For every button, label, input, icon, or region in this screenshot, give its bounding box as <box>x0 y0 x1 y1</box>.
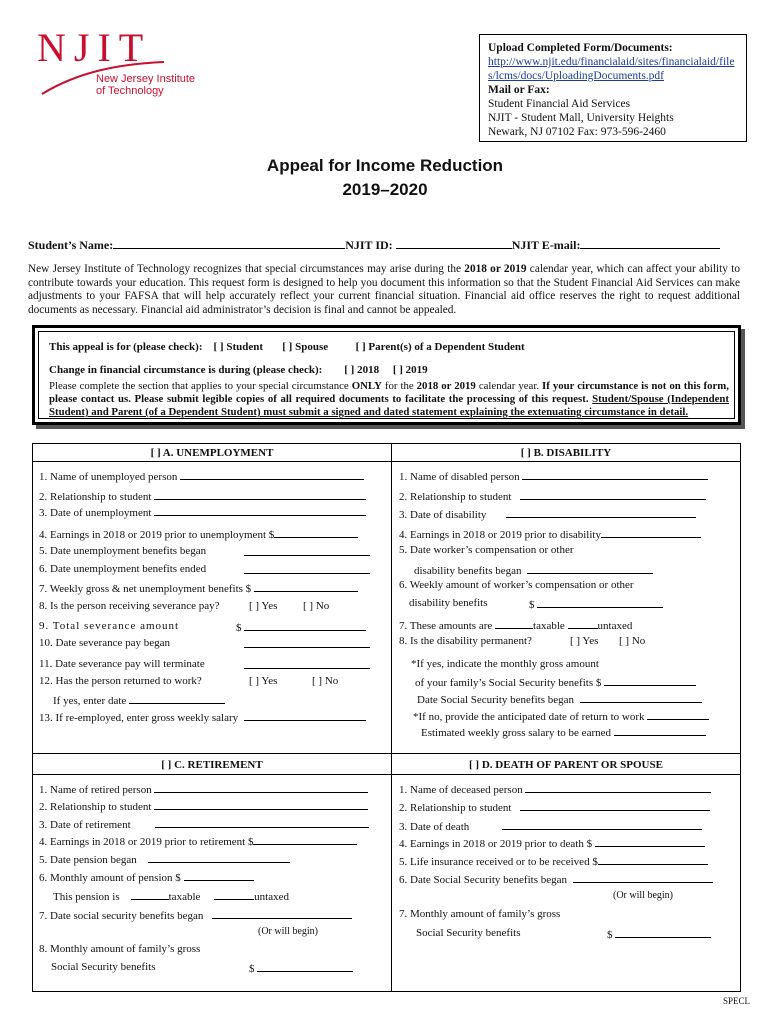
title-year: 2019–2020 <box>342 180 428 199</box>
b-row-9 <box>411 658 599 670</box>
logo-line-2: of Technology <box>96 85 164 97</box>
b-field-6[interactable] <box>537 597 663 608</box>
c-label-11: Social Security benefits <box>51 961 156 973</box>
a-severance-yes[interactable]: [ ] Yes <box>249 600 278 612</box>
njit-email-label: NJIT E-mail: <box>511 238 581 252</box>
d-row-2 <box>399 800 710 814</box>
mail-heading: Mail or Fax: <box>488 84 550 96</box>
c-field-1[interactable] <box>154 782 368 793</box>
student-name-label: Student’s Name: <box>28 238 114 252</box>
a-returned-yes[interactable]: [ ] Yes <box>249 675 278 687</box>
logo-line-1: New Jersey Institute <box>96 73 196 85</box>
instr-only: ONLY <box>351 380 382 392</box>
c-taxable-label: taxable <box>168 891 201 903</box>
a-label-8: 8. Is the person receiving severance pay? <box>39 600 220 612</box>
b-label-1: 1. Name of disabled person <box>399 471 520 483</box>
d-field-9[interactable] <box>615 927 711 938</box>
a-label-4: 4. Earnings in 2018 or 2019 prior to unemployment $ <box>39 529 275 541</box>
b-field-3[interactable] <box>506 507 696 518</box>
b-field-11[interactable] <box>580 692 702 703</box>
a-severance-no[interactable]: [ ] No <box>303 600 330 612</box>
instr-text-3: calendar year. <box>475 380 543 392</box>
c-field-8[interactable] <box>212 908 352 919</box>
d-label-4: 4. Earnings in 2018 or 2019 prior to death $ <box>399 838 593 850</box>
a-field-4[interactable] <box>274 527 358 538</box>
a-row-12b <box>53 693 225 707</box>
instr-underlined: Student/Spouse (Independent Student) and Parent (of a Dependent Student) must submit a signed and dated statement explaining the extenuating circumstance in detail. <box>49 393 729 418</box>
b-field-13[interactable] <box>614 725 706 736</box>
a-field-12b[interactable] <box>129 693 225 704</box>
b-row-6 <box>399 579 634 591</box>
a-label-3: 3. Date of unemployment <box>39 507 152 519</box>
instr-bold: If your circumstance is not on this form, please contact us. Please submit legible copies of all required documents to facilitate the processing of this request. <box>49 380 730 405</box>
a-field-2[interactable] <box>154 489 366 500</box>
c-row-4 <box>39 834 357 848</box>
b-row-6b <box>409 597 488 609</box>
instr-years: 2018 or 2019 <box>416 380 476 392</box>
d-field-4[interactable] <box>595 836 705 847</box>
b-taxable-field[interactable] <box>495 618 533 629</box>
address-line-3: Newark, NJ 07102 Fax: 973-596-2460 <box>488 126 666 138</box>
d-row-5 <box>399 854 708 868</box>
c-row-3 <box>39 817 369 831</box>
b-label-2: 2. Relationship to student <box>399 491 512 503</box>
section-a-header[interactable]: [ ] A. UNEMPLOYMENT <box>150 447 274 459</box>
d-field-3[interactable] <box>502 819 702 830</box>
b-row-8 <box>399 635 532 647</box>
d-row-3 <box>399 819 702 833</box>
a-dollar-9: $ <box>236 622 242 634</box>
option-spouse-checkbox[interactable]: [ ] Spouse <box>282 341 329 353</box>
student-name-field[interactable] <box>113 238 345 249</box>
b-label-3: 3. Date of disability <box>399 509 487 521</box>
appeal-for-row <box>49 341 525 353</box>
b-field-4[interactable] <box>601 527 701 538</box>
a-row-8 <box>39 600 220 612</box>
c-label-3: 3. Date of retirement <box>39 819 131 831</box>
a-field-11[interactable] <box>244 658 370 669</box>
b-row-5 <box>399 544 574 556</box>
c-row-7 <box>53 889 289 903</box>
section-b-header[interactable]: [ ] B. DISABILITY <box>520 447 612 459</box>
upload-heading: Upload Completed Form/Documents: <box>488 42 673 54</box>
a-returned-no[interactable]: [ ] No <box>312 675 339 687</box>
c-field-11[interactable] <box>257 961 353 972</box>
form-code: SPECL <box>722 996 750 1006</box>
a-row-4 <box>39 527 358 541</box>
option-2018-checkbox[interactable]: [ ] 2018 <box>344 364 380 376</box>
a-row-1 <box>39 469 364 483</box>
a-row-6 <box>39 563 206 575</box>
sections-table <box>32 443 741 992</box>
d-label-9: Social Security benefits <box>416 927 521 939</box>
b-label-6b: disability benefits <box>409 597 488 609</box>
appeal-instructions <box>49 380 729 419</box>
d-row-6 <box>399 872 713 886</box>
appeal-for-label: This appeal is for (please check): <box>49 341 203 353</box>
a-row-5 <box>39 545 206 557</box>
a-field-13[interactable] <box>244 710 366 721</box>
b-field-5[interactable] <box>527 563 653 574</box>
b-row-7 <box>399 618 632 632</box>
b-label-5: 5. Date worker’s compensation or other <box>399 544 574 556</box>
d-label-5: 5. Life insurance received or to be received $ <box>399 856 598 868</box>
a-label-5: 5. Date unemployment benefits began <box>39 545 207 557</box>
a-field-5[interactable] <box>244 545 370 556</box>
a-label-12: 12. Has the person returned to work? <box>39 675 202 687</box>
d-label-2: 2. Relationship to student <box>399 802 512 814</box>
d-field-6[interactable] <box>573 872 713 883</box>
njit-email-field[interactable] <box>580 238 720 249</box>
a-label-10: 10. Date severance pay began <box>39 637 171 649</box>
b-field-2[interactable] <box>520 489 706 500</box>
d-row-1 <box>399 782 711 796</box>
d-row-9 <box>416 927 520 939</box>
c-label-6: 6. Monthly amount of pension $ <box>39 872 181 884</box>
c-field-2[interactable] <box>154 799 368 810</box>
intro-years: 2018 or 2019 <box>464 263 527 275</box>
option-student-checkbox[interactable]: [ ] Student <box>213 341 264 353</box>
b-row-10 <box>415 675 696 689</box>
b-dollar-6: $ <box>529 599 535 611</box>
section-c-header[interactable]: [ ] C. RETIREMENT <box>161 759 263 771</box>
b-field-12[interactable] <box>647 709 709 720</box>
address-line-2: NJIT - Student Mall, University Heights <box>488 112 674 124</box>
a-field-1[interactable] <box>180 469 364 480</box>
b-label-7: 7. These amounts are <box>399 620 493 632</box>
b-untaxed-label: untaxed <box>597 620 633 632</box>
a-label-2: 2. Relationship to student <box>39 491 152 503</box>
b-label-10: of your family’s Social Security benefits $ <box>415 677 602 689</box>
option-parent-checkbox[interactable]: [ ] Parent(s) of a Dependent Student <box>355 341 525 353</box>
d-field-5[interactable] <box>598 854 708 865</box>
a-label-12b: If yes, enter date <box>53 695 127 707</box>
intro-text-2: calendar year, which can affect your ability to contribute towards your education. This request form is designed to help you document this information so that the Student Financial Aid Services can make adjustments to your FAFSA that will help accurately reflect your current financial situation. Financial aid office reserves the right to request additional documents as necessary. Financial aid administrator’s decision is final and cannot be appealed. <box>28 263 740 316</box>
a-row-10 <box>39 637 170 649</box>
b-field-1[interactable] <box>522 469 708 480</box>
c-row-6 <box>39 870 254 884</box>
d-label-3: 3. Date of death <box>399 821 470 833</box>
c-untaxed-field[interactable] <box>214 889 254 900</box>
c-row-2 <box>39 799 368 813</box>
a-label-6: 6. Date unemployment benefits ended <box>39 563 207 575</box>
a-field-10[interactable] <box>244 637 370 648</box>
upload-info-box <box>479 34 747 142</box>
b-label-12: *If no, provide the anticipated date of return to work <box>413 711 645 723</box>
c-row-11 <box>51 961 155 973</box>
b-row-5b <box>414 563 653 577</box>
b-row-11 <box>417 692 702 706</box>
b-field-10[interactable] <box>604 675 696 686</box>
section-d-header[interactable]: [ ] D. DEATH OF PARENT OR SPOUSE <box>469 759 663 771</box>
intro-paragraph <box>28 263 740 317</box>
a-label-7: 7. Weekly gross & net unemployment benefits $ <box>39 583 252 595</box>
student-info-line <box>28 238 748 253</box>
title-line-1: Appeal for Income Reduction <box>266 156 504 175</box>
b-label-13: Estimated weekly gross salary to be earned <box>421 727 611 739</box>
b-label-9: *If yes, indicate the monthly gross amount <box>411 658 599 670</box>
a-row-9 <box>39 620 179 632</box>
address-line-1: Student Financial Aid Services <box>488 98 631 110</box>
b-permanent-yes[interactable]: [ ] Yes <box>570 635 599 647</box>
d-row-4 <box>399 836 705 850</box>
b-label-5b: disability benefits began <box>414 565 522 577</box>
c-field-6[interactable] <box>184 870 254 881</box>
a-row-12 <box>39 675 202 687</box>
c-field-4[interactable] <box>253 834 357 845</box>
b-label-6: 6. Weekly amount of worker’s compensation or other <box>399 579 634 591</box>
a-field-7[interactable] <box>254 581 358 592</box>
b-row-4 <box>399 527 701 541</box>
change-year-label: Change in financial circumstance is during (please check): <box>49 364 323 376</box>
c-field-5[interactable] <box>148 852 290 863</box>
a-row-7 <box>39 581 358 595</box>
d-label-1: 1. Name of deceased person <box>399 784 523 796</box>
c-label-7: This pension is <box>53 891 120 903</box>
c-label-1: 1. Name of retired person <box>39 784 152 796</box>
c-label-8: 7. Date social security benefits began <box>39 910 204 922</box>
d-row-8 <box>399 908 560 920</box>
c-label-2: 2. Relationship to student <box>39 801 152 813</box>
c-label-10: 8. Monthly amount of family’s gross <box>39 943 201 955</box>
option-2019-checkbox[interactable]: [ ] 2019 <box>392 364 428 376</box>
d-field-1[interactable] <box>525 782 711 793</box>
c-row-5 <box>39 852 290 866</box>
a-label-13: 13. If re-employed, enter gross weekly salary <box>39 712 239 724</box>
b-row-2 <box>399 489 706 503</box>
a-label-1: 1. Name of unemployed person <box>39 471 178 483</box>
b-label-11: Date Social Security benefits began <box>417 694 575 706</box>
a-row-11 <box>39 658 205 670</box>
c-or-will-begin: (Or will begin) <box>258 926 318 937</box>
a-field-3[interactable] <box>154 505 366 516</box>
c-taxable-field[interactable] <box>131 889 169 900</box>
c-untaxed-label: untaxed <box>254 891 289 903</box>
b-row-13 <box>421 725 706 739</box>
d-label-8: 7. Monthly amount of family’s gross <box>399 908 561 920</box>
upload-link[interactable]: http://www.njit.edu/financialaid/sites/financialaid/files/lcms/docs/UploadingDocuments.pdf <box>488 56 735 82</box>
c-dollar-11: $ <box>249 963 255 975</box>
a-row-13 <box>39 710 366 724</box>
d-or-will-begin: (Or will begin) <box>613 890 673 901</box>
instr-text-2: for the <box>381 380 417 392</box>
c-label-4: 4. Earnings in 2018 or 2019 prior to retirement $ <box>39 836 254 848</box>
b-row-3 <box>399 507 696 521</box>
c-field-3[interactable] <box>155 817 369 828</box>
page-title <box>0 154 770 202</box>
njit-id-label: NJIT ID: <box>345 238 393 252</box>
c-row-10 <box>39 943 200 955</box>
b-untaxed-field[interactable] <box>568 618 598 629</box>
b-permanent-no[interactable]: [ ] No <box>619 635 646 647</box>
instr-text-1: Please complete the section that applies to your special circumstance <box>49 380 352 392</box>
b-row-12 <box>413 709 709 723</box>
a-field-9[interactable] <box>244 620 366 631</box>
a-row-3 <box>39 505 366 519</box>
c-label-5: 5. Date pension began <box>39 854 137 866</box>
d-field-2[interactable] <box>520 800 710 811</box>
a-label-11: 11. Date severance pay will terminate <box>39 658 205 670</box>
b-label-4: 4. Earnings in 2018 or 2019 prior to disability <box>399 529 601 541</box>
njit-id-field[interactable] <box>396 238 512 249</box>
c-row-8 <box>39 908 352 922</box>
b-row-1 <box>399 469 708 483</box>
intro-text-1: New Jersey Institute of Technology recognizes that special circumstances may arise during the <box>28 263 465 275</box>
logo-letters: NJIT <box>37 25 152 70</box>
a-row-2 <box>39 489 366 503</box>
c-row-1 <box>39 782 368 796</box>
appeal-box <box>32 325 741 425</box>
a-field-6[interactable] <box>244 563 370 574</box>
a-label-9: 9. Total severance amount <box>39 620 180 632</box>
b-label-8: 8. Is the disability permanent? <box>399 635 532 647</box>
d-label-6: 6. Date Social Security benefits began <box>399 874 568 886</box>
b-taxable-label: taxable <box>533 620 565 632</box>
change-year-row <box>49 364 428 376</box>
d-dollar-9: $ <box>607 929 613 941</box>
